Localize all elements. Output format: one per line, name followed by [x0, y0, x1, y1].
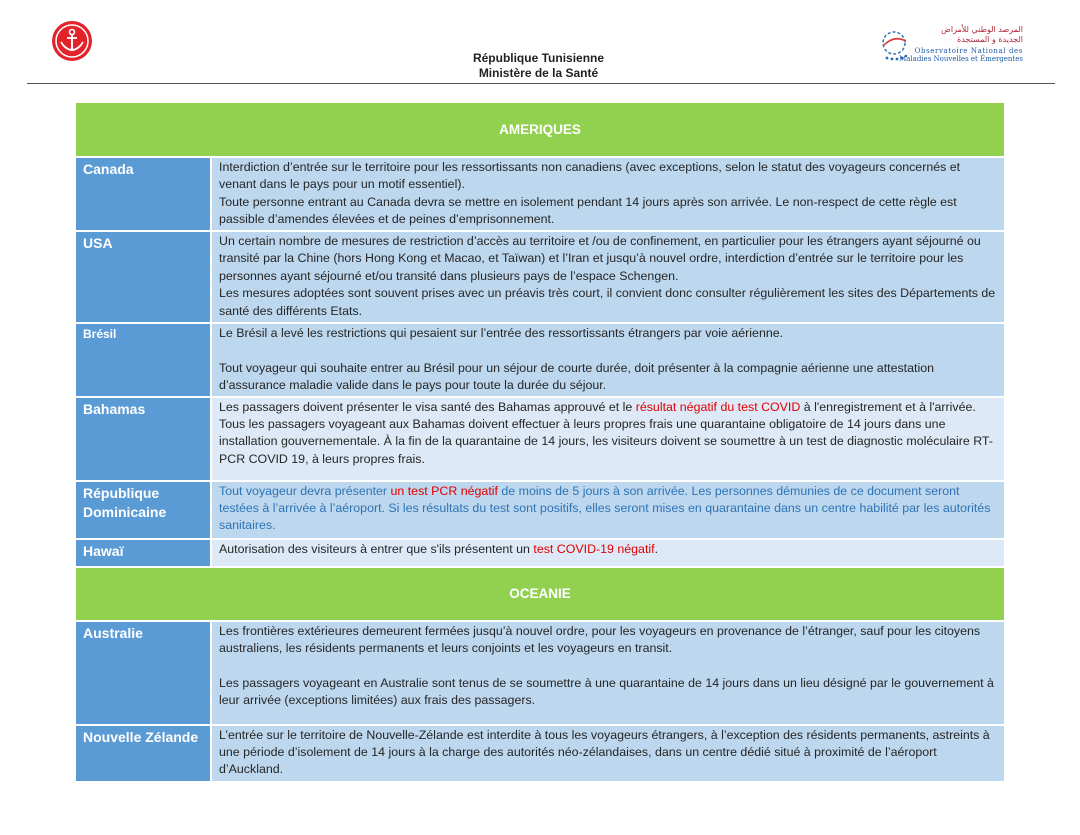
table-row-canada: [76, 157, 1004, 231]
document-header: [0, 51, 1080, 81]
table-row-australie: [76, 621, 1004, 725]
bahamas-text-1: Les passagers doivent présenter le visa santé des Bahamas approuvé et le: [219, 399, 636, 414]
country-cell-usa: USA: [76, 231, 211, 323]
country-cell-dominicaine: République Dominicaine: [76, 481, 211, 539]
section-title-oceanie: OCEANIE: [76, 567, 1004, 621]
travel-measures-table: [76, 103, 1004, 783]
content-cell-australie: [211, 621, 1004, 725]
country-cell-hawai: Hawaï: [76, 539, 211, 567]
content-cell-canada: [211, 157, 1004, 231]
australie-paragraph-2: Les passagers voyageant en Australie sont tenus de se soumettre à une quarantaine de 14 jours dans un lieu désigné par le gouvernement à leur arrivée (exceptions limitées) aux frais des passagers.: [219, 675, 994, 708]
bahamas-text-2: à l'enregistrement et à l'arrivée. Tous les passagers voyageant aux Bahamas doivent effectuer à leurs propres frais une quarantaine obligatoire de 14 jours dans une installation gouvernementale. À la fin de la quarantaine de 14 jours, les visiteurs doivent se soumettre à un test de diagnostic moléculaire RT-PCR COVID 19, à leurs propres frais.: [219, 399, 993, 466]
content-cell-hawai: [211, 539, 1004, 567]
table-row-usa: [76, 231, 1004, 323]
country-cell-nouvelle-zelande: Nouvelle Zélande: [76, 725, 211, 782]
header-country: République Tunisienne: [472, 51, 605, 65]
canada-paragraph-2: Toute personne entrant au Canada devra se mettre en isolement pendant 14 jours après son arrivée. Le non-respect de cette règle est passible d’amendes élevées et de peines d’emprisonnement.: [219, 194, 957, 227]
content-cell-bresil: [211, 323, 1004, 397]
usa-paragraph-1: Un certain nombre de mesures de restriction d’accès au territoire et /ou de confinement, en particulier pour les étrangers ayant séjourné ou transité par la Chine (hors Hong Kong et Macao, et Taïwan) et l’Iran et jusqu’à nouvel ordre, interdiction d’entrée sur le territoire pour les personnes ayant séjourné et/ou transité dans plusieurs pays de l’espace Schengen.: [219, 234, 981, 283]
nz-paragraph-1: L’entrée sur le territoire de Nouvelle-Zélande est interdite à tous les voyageurs étrangers, à l’exception des résidents permanents, astreints à une période d’isolement de 14 jours à la charge des autorités néo-zélandaises, dans un centre dédié situé à proximité de l’aéroport d’Auckland.: [219, 727, 990, 777]
logo-arabic-line-1: المرصد الوطني للأمراض: [941, 25, 1023, 34]
hawai-text-2: .: [654, 541, 659, 556]
hawai-highlight: test COVID-19 négatif: [533, 541, 655, 556]
table-row-hawai: [76, 539, 1004, 567]
section-row-oceanie: [76, 567, 1004, 621]
usa-paragraph-2: Les mesures adoptées sont souvent prises avec un préavis très court, il convient donc consulter régulièrement les sites des Départements de santé des différents Etats.: [219, 286, 996, 318]
header-ministry: Ministère de la Santé: [478, 66, 599, 80]
australie-paragraph-1: Les frontières extérieures demeurent fermées jusqu’à nouvel ordre, pour les voyageurs en provenance de l’étranger, sauf pour les citoyens australiens, les résidents permanents et leurs conjoints et les voyageurs en transit.: [219, 623, 981, 656]
logo-french-line-1: Observatoire National des: [914, 47, 1023, 55]
logo-arabic-line-2: الجديدة و المستجدة: [957, 35, 1023, 44]
bresil-paragraph-1: Le Brésil a levé les restrictions qui pesaient sur l’entrée des ressortissants étrangers par voie aérienne.: [219, 326, 784, 340]
country-cell-bresil: Brésil: [76, 323, 211, 397]
dominicaine-paragraph: [219, 483, 996, 535]
content-cell-dominicaine: [211, 481, 1004, 539]
hawai-text-1: Autorisation des visiteurs à entrer que s'ils présentent un: [219, 541, 534, 556]
bahamas-highlight: résultat négatif du test COVID: [635, 399, 801, 414]
bahamas-paragraph: [219, 399, 996, 469]
bresil-paragraph-2: Tout voyageur qui souhaite entrer au Brésil pour un séjour de courte durée, doit présenter à la compagnie aérienne une attestation d’assurance maladie valide dans le pays pour toute la durée du séjour.: [219, 360, 934, 393]
content-cell-nouvelle-zelande: [211, 725, 1004, 782]
hawai-paragraph: [219, 541, 996, 558]
content-cell-usa: [211, 231, 1004, 323]
canada-paragraph-1: Interdiction d’entrée sur le territoire pour les ressortissants non canadiens (avec exceptions, selon le statut des voyageurs concernés et venant dans le pays pour un motif essentiel).: [219, 160, 961, 192]
dominicaine-text-1: Tout voyageur devra présenter: [219, 483, 391, 498]
header-divider: [27, 83, 1055, 84]
country-cell-australie: Australie: [76, 621, 211, 725]
section-title-ameriques: AMERIQUES: [76, 103, 1004, 157]
content-cell-bahamas: [211, 397, 1004, 481]
dominicaine-highlight: un test PCR négatif: [390, 483, 498, 498]
table-row-bresil: [76, 323, 1004, 397]
dominicaine-text-2: de moins de 5 jours à son arrivée. Les personnes démunies de ce document seront testées à l’arrivée à l’aéroport. Si les résultats du test sont positifs, elles seront mises en quarantaine dans un centre habilité par les autorités sanitaires.: [219, 483, 991, 533]
country-cell-bahamas: Bahamas: [76, 397, 211, 481]
logo-french-line-2: Maladies Nouvelles et Émergentes: [899, 55, 1023, 63]
table-row-bahamas: [76, 397, 1004, 481]
table-row-nouvelle-zelande: [76, 725, 1004, 782]
section-row-ameriques: [76, 103, 1004, 157]
country-cell-canada: Canada: [76, 157, 211, 231]
table-row-dominicaine: [76, 481, 1004, 539]
